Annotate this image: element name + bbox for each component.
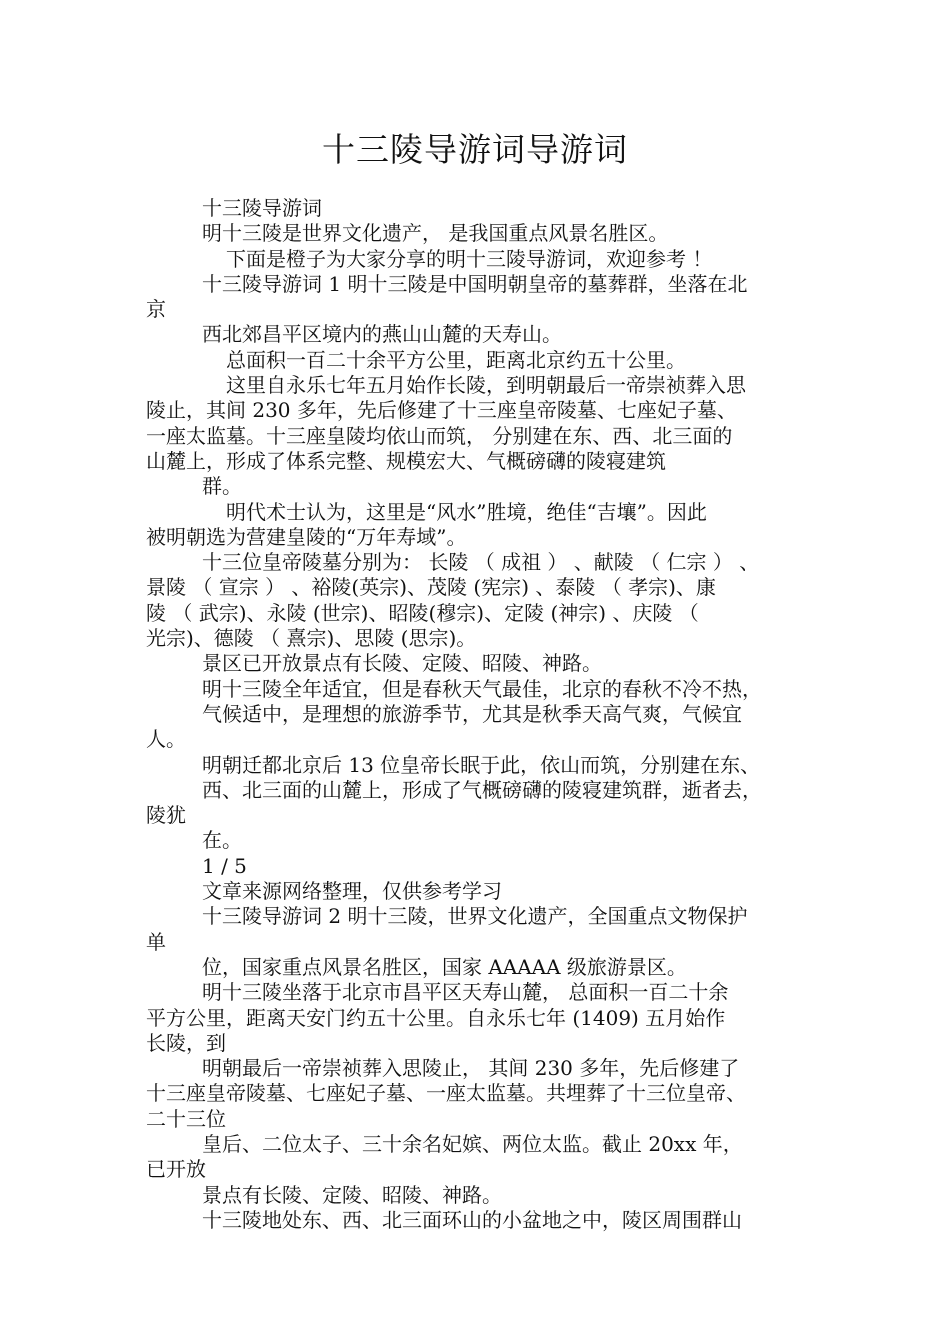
text-line: 明朝最后一帝崇祯葬入思陵止， 其间 230 多年，先后修建了 xyxy=(202,1056,740,1081)
document-title: 十三陵导游词导游词 xyxy=(322,130,628,169)
text-line: 光宗)、德陵 （ 熹宗)、思陵 (思宗)。 xyxy=(146,626,477,651)
text-line: 单 xyxy=(146,929,166,954)
text-line: 十三座皇帝陵墓、七座妃子墓、一座太监墓。共埋葬了十三位皇帝、 xyxy=(146,1081,746,1106)
text-line: 总面积一百二十余平方公里，距离北京约五十公里。 xyxy=(226,347,686,372)
text-line: 明朝迁都北京后 13 位皇帝长眠于此，依山而筑，分别建在东、 xyxy=(202,752,761,777)
text-line: 在。 xyxy=(202,828,242,853)
text-line: 人。 xyxy=(146,727,186,752)
text-line: 位，国家重点风景名胜区，国家 AAAAA 级旅游景区。 xyxy=(202,954,687,979)
text-line: 气候适中，是理想的旅游季节，尤其是秋季天高气爽，气候宜 xyxy=(202,701,742,726)
text-line: 明十三陵坐落于北京市昌平区天寿山麓， 总面积一百二十余 xyxy=(202,980,729,1005)
text-line: 明十三陵全年适宜，但是春秋天气最佳，北京的春秋不冷不热， xyxy=(202,676,762,701)
text-line: 这里自永乐七年五月始作长陵，到明朝最后一帝崇祯葬入思 xyxy=(226,373,746,398)
text-line: 西、北三面的山麓上，形成了气概磅礴的陵寝建筑群，逝者去， xyxy=(202,777,762,802)
text-line: 文章来源网络整理，仅供参考学习 xyxy=(202,879,502,904)
text-line: 山麓上，形成了体系完整、规模宏大、气概磅礴的陵寝建筑 xyxy=(146,448,666,473)
text-line: 西北郊昌平区境内的燕山山麓的天寿山。 xyxy=(202,322,562,347)
text-line: 陵 （ 武宗)、永陵 (世宗)、昭陵(穆宗)、定陵 (神宗) 、庆陵 （ xyxy=(146,600,699,625)
text-line: 十三陵地处东、西、北三面环山的小盆地之中，陵区周围群山 xyxy=(202,1207,742,1232)
text-line: 群。 xyxy=(202,474,242,499)
text-line: 十三陵导游词 1 明十三陵是中国明朝皇帝的墓葬群，坐落在北 xyxy=(202,271,748,296)
text-line: 明代术士认为，这里是“风水”胜境，绝佳“吉壤”。因此 xyxy=(226,499,707,524)
text-line: 陵止，其间 230 多年，先后修建了十三座皇帝陵墓、七座妃子墓、 xyxy=(146,398,737,423)
text-line: 皇后、二位太子、三十余名妃嫔、两位太监。截止 20xx 年， xyxy=(202,1131,743,1156)
text-line: 二十三位 xyxy=(146,1106,226,1131)
text-line: 陵犹 xyxy=(146,803,186,828)
text-line: 景陵 （ 宣宗 ） 、裕陵(英宗)、茂陵 (宪宗) 、泰陵 （ 孝宗)、康 xyxy=(146,575,716,600)
text-line: 京 xyxy=(146,297,166,322)
text-line: 十三陵导游词 xyxy=(202,196,322,220)
text-line: 十三陵导游词 2 明十三陵，世界文化遗产，全国重点文物保护 xyxy=(202,904,748,929)
text-line: 平方公里，距离天安门约五十公里。自永乐七年 (1409) 五月始作 xyxy=(146,1005,726,1030)
text-line: 景点有长陵、定陵、昭陵、神路。 xyxy=(202,1182,502,1207)
text-line: 景区已开放景点有长陵、定陵、昭陵、神路。 xyxy=(202,651,602,676)
text-line: 已开放 xyxy=(146,1157,206,1182)
text-line: 一座太监墓。十三座皇陵均依山而筑， 分别建在东、西、北三面的 xyxy=(146,423,733,448)
text-line: 被明朝选为营建皇陵的“万年寿域”。 xyxy=(146,524,467,549)
text-line: 明十三陵是世界文化遗产， 是我国重点风景名胜区。 xyxy=(202,221,669,246)
text-line: 十三位皇帝陵墓分别为： 长陵 （ 成祖 ） 、献陵 （ 仁宗 ） 、 xyxy=(202,550,760,575)
text-line: 下面是橙子为大家分享的明十三陵导游词，欢迎参考 ！ xyxy=(226,246,713,271)
text-line: 1 / 5 xyxy=(202,853,247,878)
text-line: 长陵，到 xyxy=(146,1030,226,1055)
document-body xyxy=(146,196,822,1233)
